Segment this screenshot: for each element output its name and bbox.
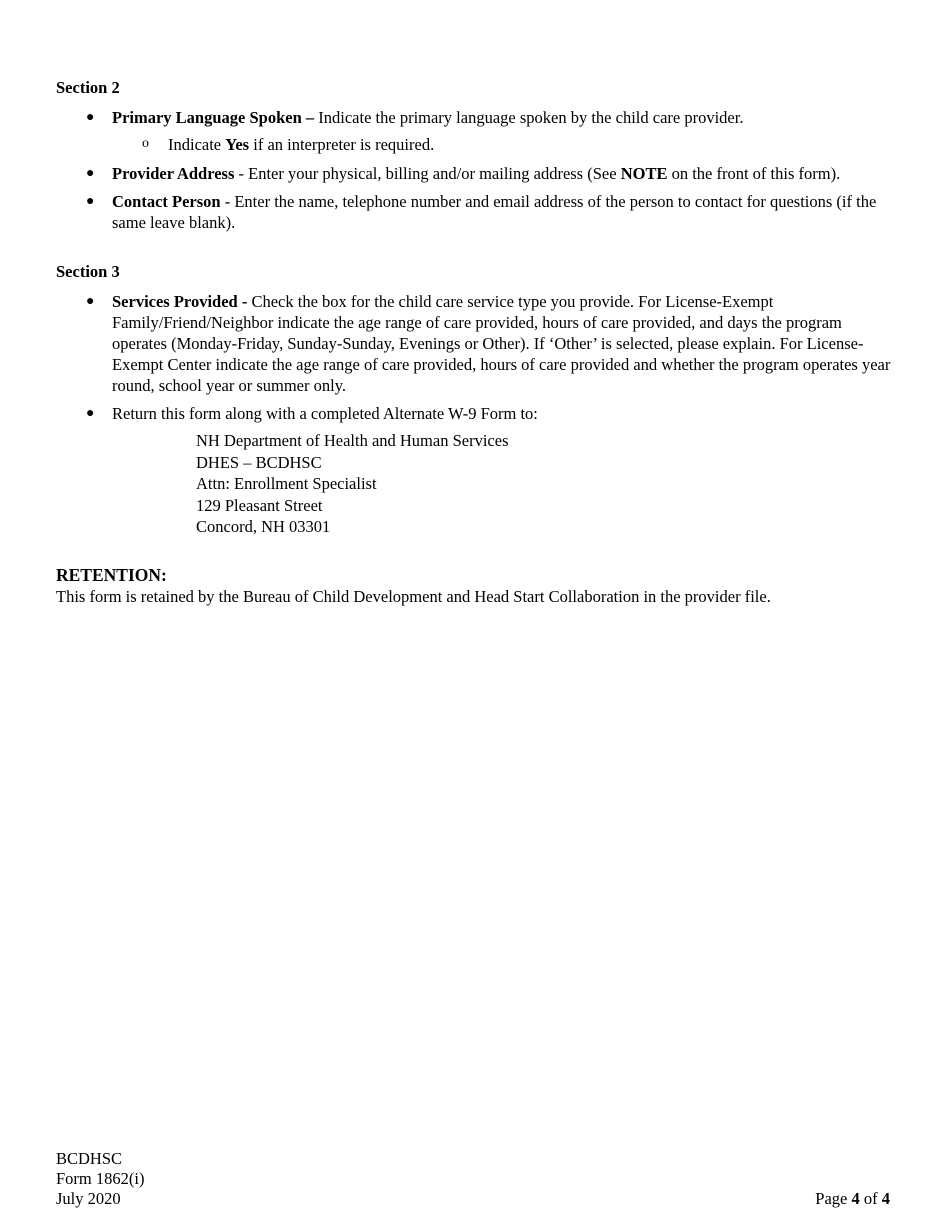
sub-item-bold: Yes — [225, 135, 250, 154]
page-footer — [56, 1149, 890, 1209]
sub-item-interpreter — [56, 134, 896, 155]
address-line: 129 Pleasant Street — [196, 495, 323, 515]
item-text: - Enter your physical, billing and/or mailing address (See — [234, 164, 621, 183]
item-text: - Enter the name, telephone number and email address of the person to contact for questions (if the same leave blank). — [112, 192, 877, 232]
list-item-services-provided — [56, 291, 896, 396]
list-item-provider-address — [56, 163, 896, 184]
retention-section — [56, 565, 896, 607]
sub-item-text-after: if an interpreter is required. — [249, 135, 435, 154]
section-3 — [56, 261, 896, 538]
footer-org: BCDHSC — [56, 1149, 123, 1168]
mailing-address — [56, 430, 896, 538]
address-line: NH Department of Health and Human Services — [196, 431, 509, 450]
list-item-contact-person — [56, 191, 896, 233]
item-title: Provider Address — [112, 164, 235, 183]
footer-form-number: Form 1862(i) — [56, 1169, 145, 1188]
page-of: of — [859, 1189, 882, 1208]
section-2-list — [56, 107, 896, 233]
section-3-heading: Section 3 — [56, 262, 120, 281]
item-text: Return this form along with a completed Alternate W-9 Form to: — [112, 404, 538, 423]
page-current: 4 — [851, 1189, 860, 1208]
address-line: Attn: Enrollment Specialist — [196, 474, 377, 493]
item-text: Check the box for the child care service type you provide. For License-Exempt Family/Friend/Neighbor indicate the age range of care provided, hours of care provided, and days the program operates (Monday-Friday, Sunday-Sunday, Evenings or Other). If ‘Other’ is selected, please explain. For License-Exempt Center indicate the age range of care provided, hours of care provided and whether the program operates year round, school year or summer only. — [112, 292, 891, 395]
page-label: Page — [815, 1189, 852, 1208]
section-2 — [56, 77, 896, 233]
bullet-icon: ● — [86, 166, 95, 181]
sub-item-text-before: Indicate — [168, 135, 226, 154]
list-item-primary-language — [56, 107, 896, 155]
bullet-icon: ● — [86, 294, 95, 309]
bullet-icon: ● — [86, 110, 95, 125]
section-2-heading: Section 2 — [56, 78, 120, 97]
item-title: Contact Person — [112, 192, 221, 211]
bullet-icon: ● — [86, 406, 95, 421]
bullet-icon: ● — [86, 194, 95, 209]
item-text-after: on the front of this form). — [667, 164, 841, 183]
footer-date: July 2020 — [56, 1189, 121, 1208]
address-line: DHES – BCDHSC — [196, 452, 322, 472]
page-total: 4 — [881, 1189, 890, 1208]
item-text: Indicate the primary language spoken by the child care provider. — [314, 108, 744, 127]
document-body — [56, 77, 896, 607]
retention-text: This form is retained by the Bureau of Child Development and Head Start Collaboration in the provider file. — [56, 586, 771, 606]
list-item-return-form — [56, 403, 896, 538]
address-line: Concord, NH 03301 — [196, 517, 331, 536]
item-title: Services Provided - — [112, 292, 248, 311]
item-note: NOTE — [620, 164, 668, 183]
page-number — [815, 1189, 890, 1209]
circle-bullet-icon: o — [142, 136, 149, 151]
retention-heading: RETENTION: — [56, 564, 167, 585]
item-title: Primary Language Spoken – — [112, 108, 315, 127]
section-3-list — [56, 291, 896, 538]
